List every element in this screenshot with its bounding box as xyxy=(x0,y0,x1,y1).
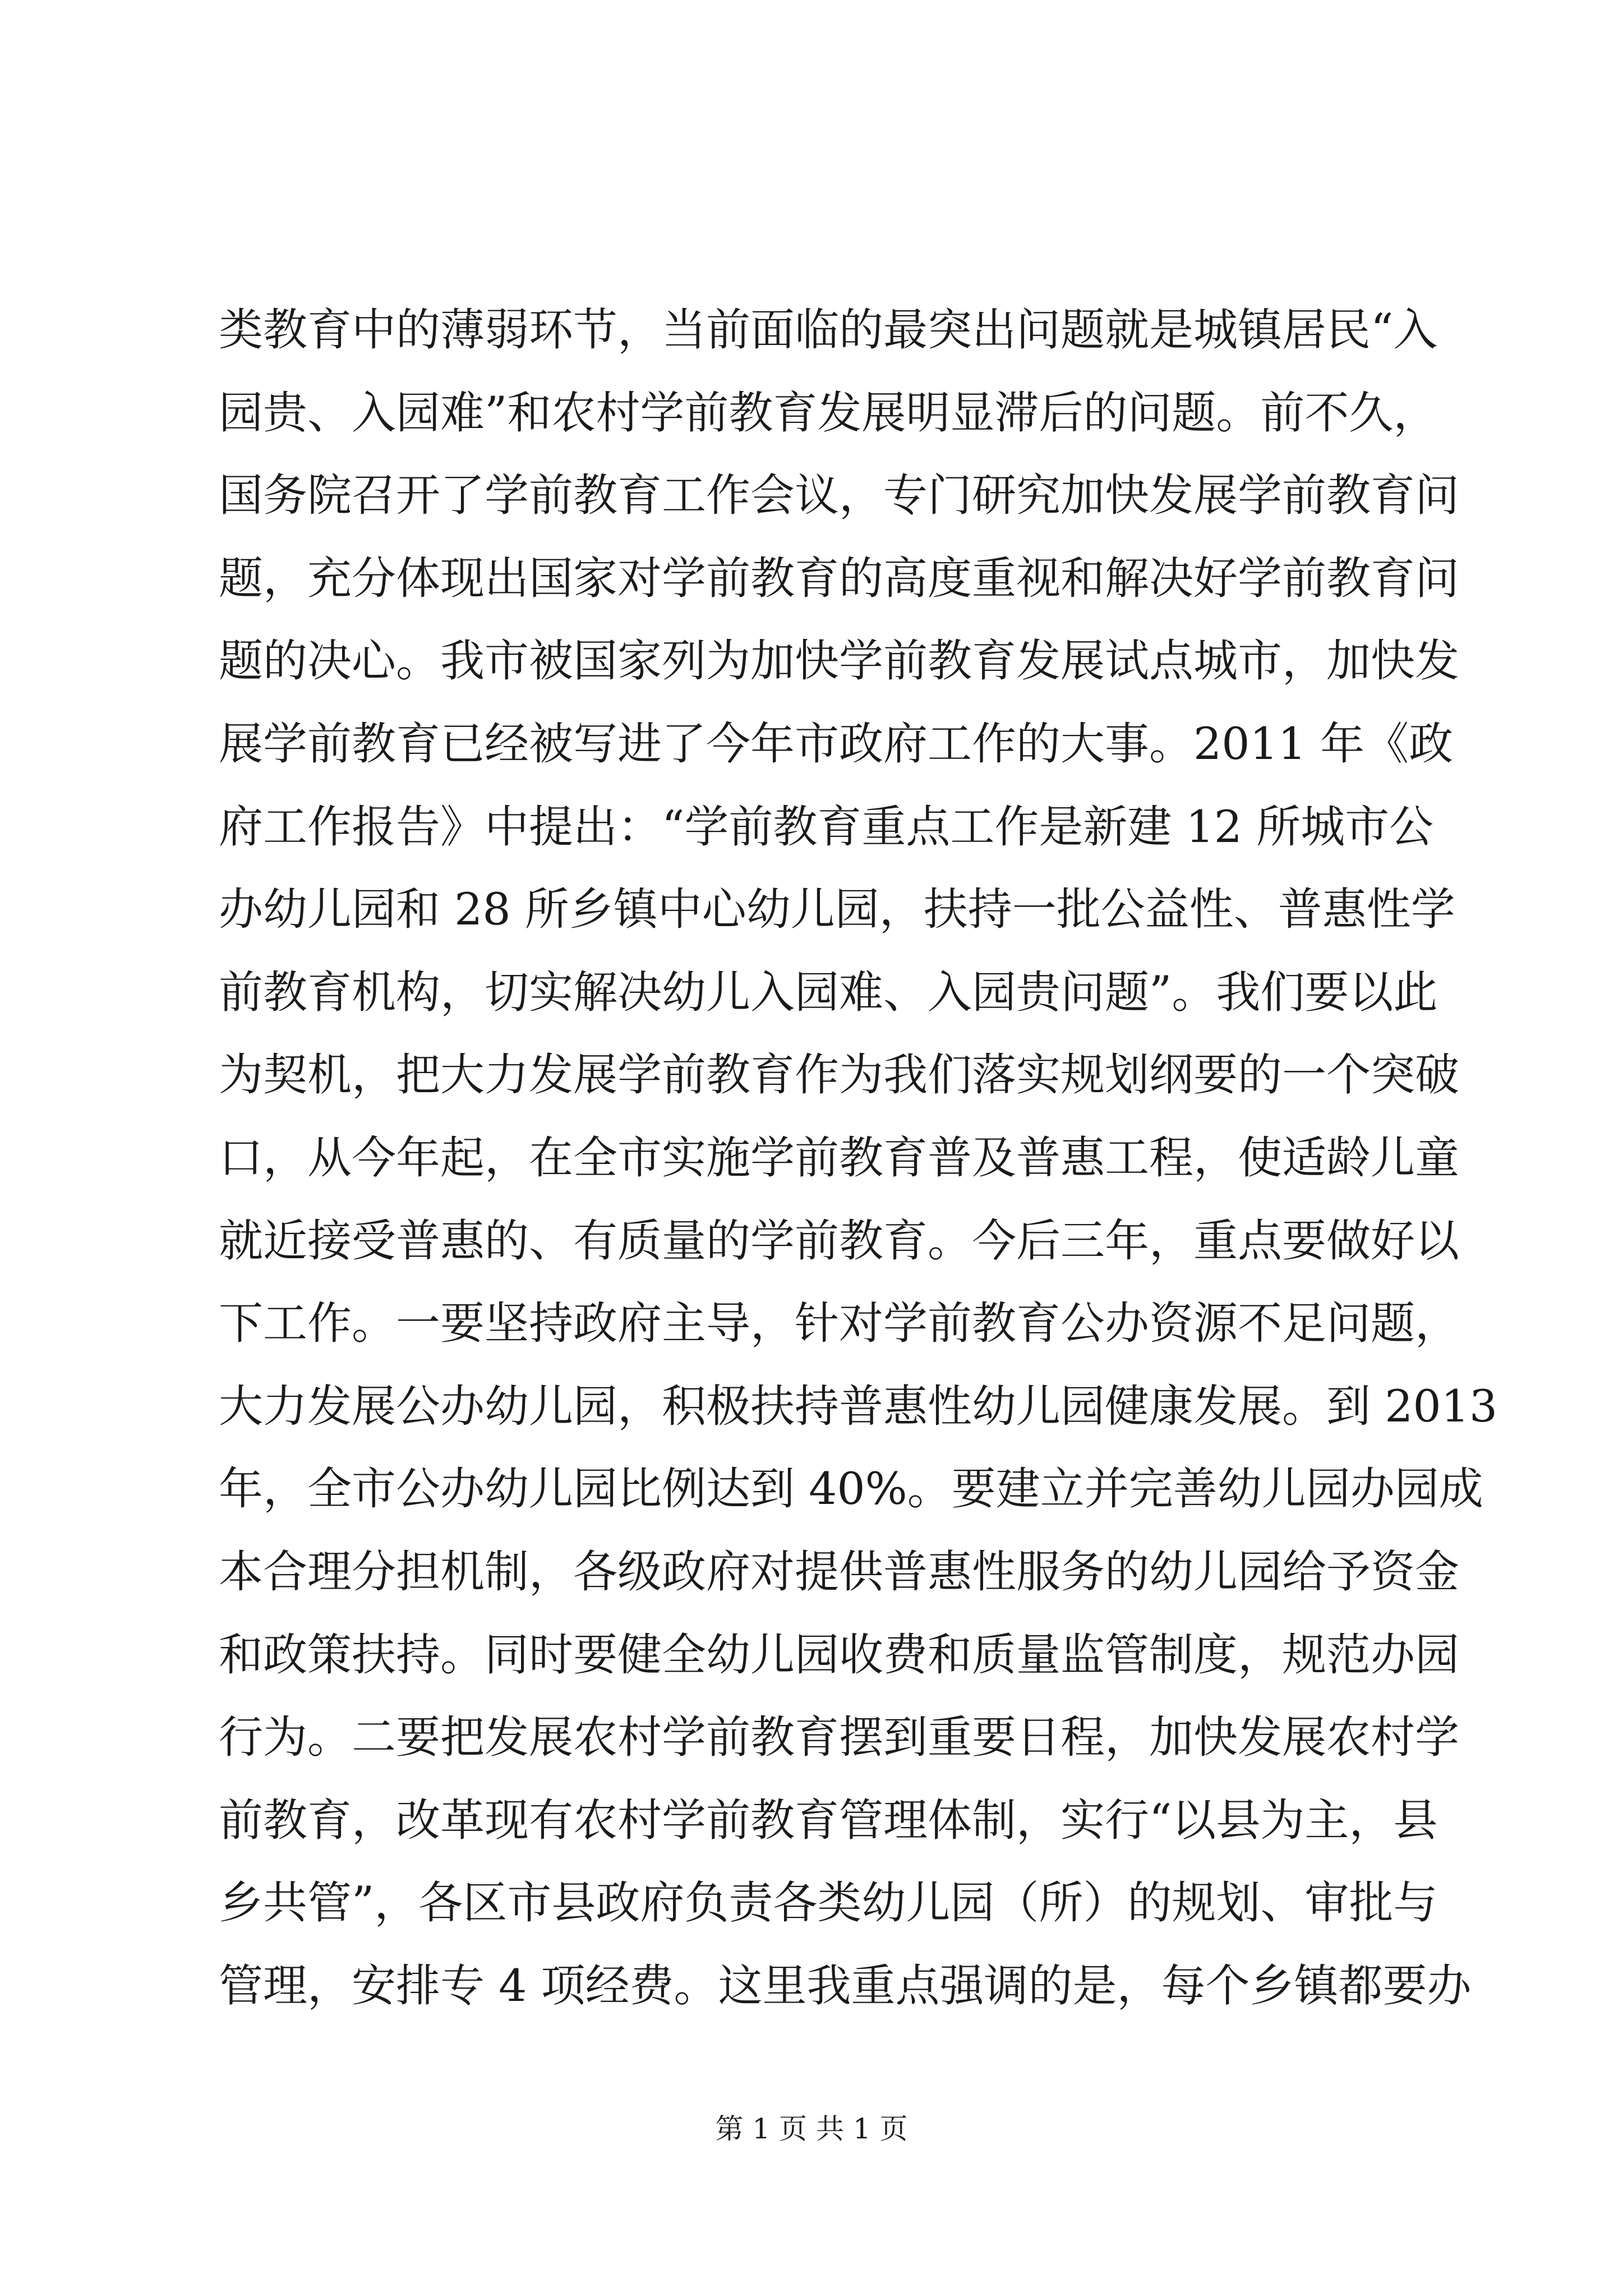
text-line: 本合理分担机制，各级政府对提供普惠性服务的幼儿园给予资金 xyxy=(219,1545,1459,1598)
text-line: 类教育中的薄弱环节，当前面临的最突出问题就是城镇居民“入 xyxy=(219,304,1438,356)
text-line: 园贵、入园难”和农村学前教育发展明显滞后的问题。前不久， xyxy=(219,386,1438,439)
text-line: 年，全市公办幼儿园比例达到 40%。要建立并完善幼儿园办园成 xyxy=(219,1463,1483,1515)
text-line: 行为。二要把发展农村学前教育摆到重要日程，加快发展农村学 xyxy=(219,1711,1459,1764)
text-line: 办幼儿园和 28 所乡镇中心幼儿园，扶持一批公益性、普惠性学 xyxy=(219,884,1455,936)
text-line: 前教育机构，切实解决幼儿入园难、入园贵问题”。我们要以此 xyxy=(219,966,1438,1018)
text-line: 和政策扶持。同时要健全幼儿园收费和质量监管制度，规范办园 xyxy=(219,1628,1459,1681)
text-line: 下工作。一要坚持政府主导，针对学前教育公办资源不足问题， xyxy=(219,1297,1459,1350)
text-line: 题，充分体现出国家对学前教育的高度重视和解决好学前教育问 xyxy=(219,552,1459,604)
text-line: 就近接受普惠的、有质量的学前教育。今后三年，重点要做好以 xyxy=(219,1214,1459,1267)
text-line: 管理，安排专 4 项经费。这里我重点强调的是，每个乡镇都要办 xyxy=(219,1959,1472,2012)
text-line: 口，从今年起，在全市实施学前教育普及普惠工程，使适龄儿童 xyxy=(219,1131,1459,1184)
text-line: 乡共管”，各区市县政府负责各类幼儿园（所）的规划、审批与 xyxy=(219,1877,1438,1929)
text-line: 题的决心。我市被国家列为加快学前教育发展试点城市，加快发 xyxy=(219,635,1459,687)
text-line: 府工作报告》中提出：“学前教育重点工作是新建 12 所城市公 xyxy=(219,800,1434,853)
page-number-footer: 第 1 页 共 1 页 xyxy=(715,2113,908,2145)
text-line: 为契机，把大力发展学前教育作为我们落实规划纲要的一个突破 xyxy=(219,1049,1459,1101)
text-line: 展学前教育已经被写进了今年市政府工作的大事。2011 年《政 xyxy=(219,717,1454,770)
text-line: 大力发展公办幼儿园，积极扶持普惠性幼儿园健康发展。到 2013 xyxy=(219,1380,1498,1432)
text-line: 前教育，改革现有农村学前教育管理体制，实行“以县为主，县 xyxy=(219,1794,1438,1846)
text-line: 国务院召开了学前教育工作会议，专门研究加快发展学前教育问 xyxy=(219,470,1459,522)
body-paragraph xyxy=(219,289,1498,2027)
